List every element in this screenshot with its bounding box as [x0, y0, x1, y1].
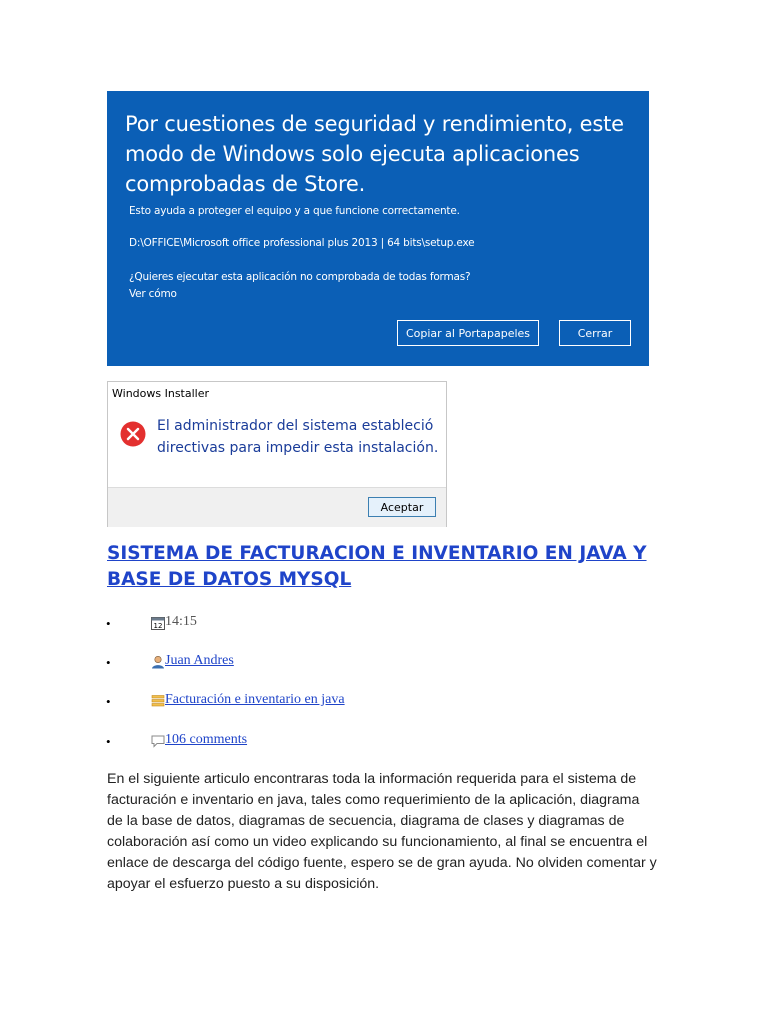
bullet: •: [106, 616, 111, 631]
article-title-link[interactable]: SISTEMA DE FACTURACION E INVENTARIO EN JAVA Y BASE DE DATOS MYSQL: [107, 543, 647, 590]
smartscreen-file-path: D:\OFFICE\Microsoft office professional plus 2013 | 64 bits\setup.exe: [129, 237, 475, 249]
dialog-title: Windows Installer: [112, 387, 210, 400]
accept-button[interactable]: Aceptar: [368, 497, 436, 517]
comments-link[interactable]: 106 comments: [165, 732, 248, 747]
folder-stack-icon: [151, 694, 165, 708]
meta-category-item: [0, 692, 600, 712]
meta-time-item: [0, 614, 600, 634]
error-icon: [120, 421, 146, 447]
copy-to-clipboard-button[interactable]: Copiar al Portapapeles: [397, 320, 539, 346]
author-link[interactable]: Juan Andres: [165, 653, 234, 668]
bullet: •: [106, 694, 111, 709]
smartscreen-panel: [107, 91, 649, 366]
meta-comments-item: [0, 732, 600, 752]
article-body: En el siguiente articulo encontraras toda la información requerida para el sistema de facturación e inventario en java, tales como requerimiento de la aplicación, diagrama de la base de datos, diagramas de secuencia, diagrama de clases y diagramas de colaboración así como un video explicando su funcionamiento, al final se encuentra el enlace de descarga del código fuente, espero se de gran ayuda. No olviden comentar y apoyar el esfuerzo puesto a su disposición.: [107, 771, 657, 892]
smartscreen-help-text: Esto ayuda a proteger el equipo y a que funcione correctamente.: [129, 205, 460, 217]
dialog-message: El administrador del sistema estableció directivas para impedir esta instalación.: [157, 418, 439, 456]
windows-installer-dialog: [107, 381, 447, 527]
meta-author-item: [0, 653, 600, 673]
category-link[interactable]: Facturación e inventario en java: [165, 692, 345, 707]
smartscreen-question: ¿Quieres ejecutar esta aplicación no comprobada de todas formas?: [129, 271, 471, 283]
user-icon: [151, 655, 165, 669]
close-button[interactable]: Cerrar: [559, 320, 631, 346]
calendar-icon: [151, 616, 165, 630]
bullet: •: [106, 734, 111, 749]
bullet: •: [106, 655, 111, 670]
smartscreen-title: Por cuestiones de seguridad y rendimiento, este modo de Windows solo ejecuta aplicaciones comprobadas de Store.: [125, 112, 624, 196]
svg-text:12: 12: [153, 622, 163, 630]
post-time: 14:15: [165, 614, 197, 629]
comment-icon: [151, 734, 165, 748]
dialog-footer: [108, 487, 446, 527]
smartscreen-more-link[interactable]: Ver cómo: [129, 288, 177, 300]
